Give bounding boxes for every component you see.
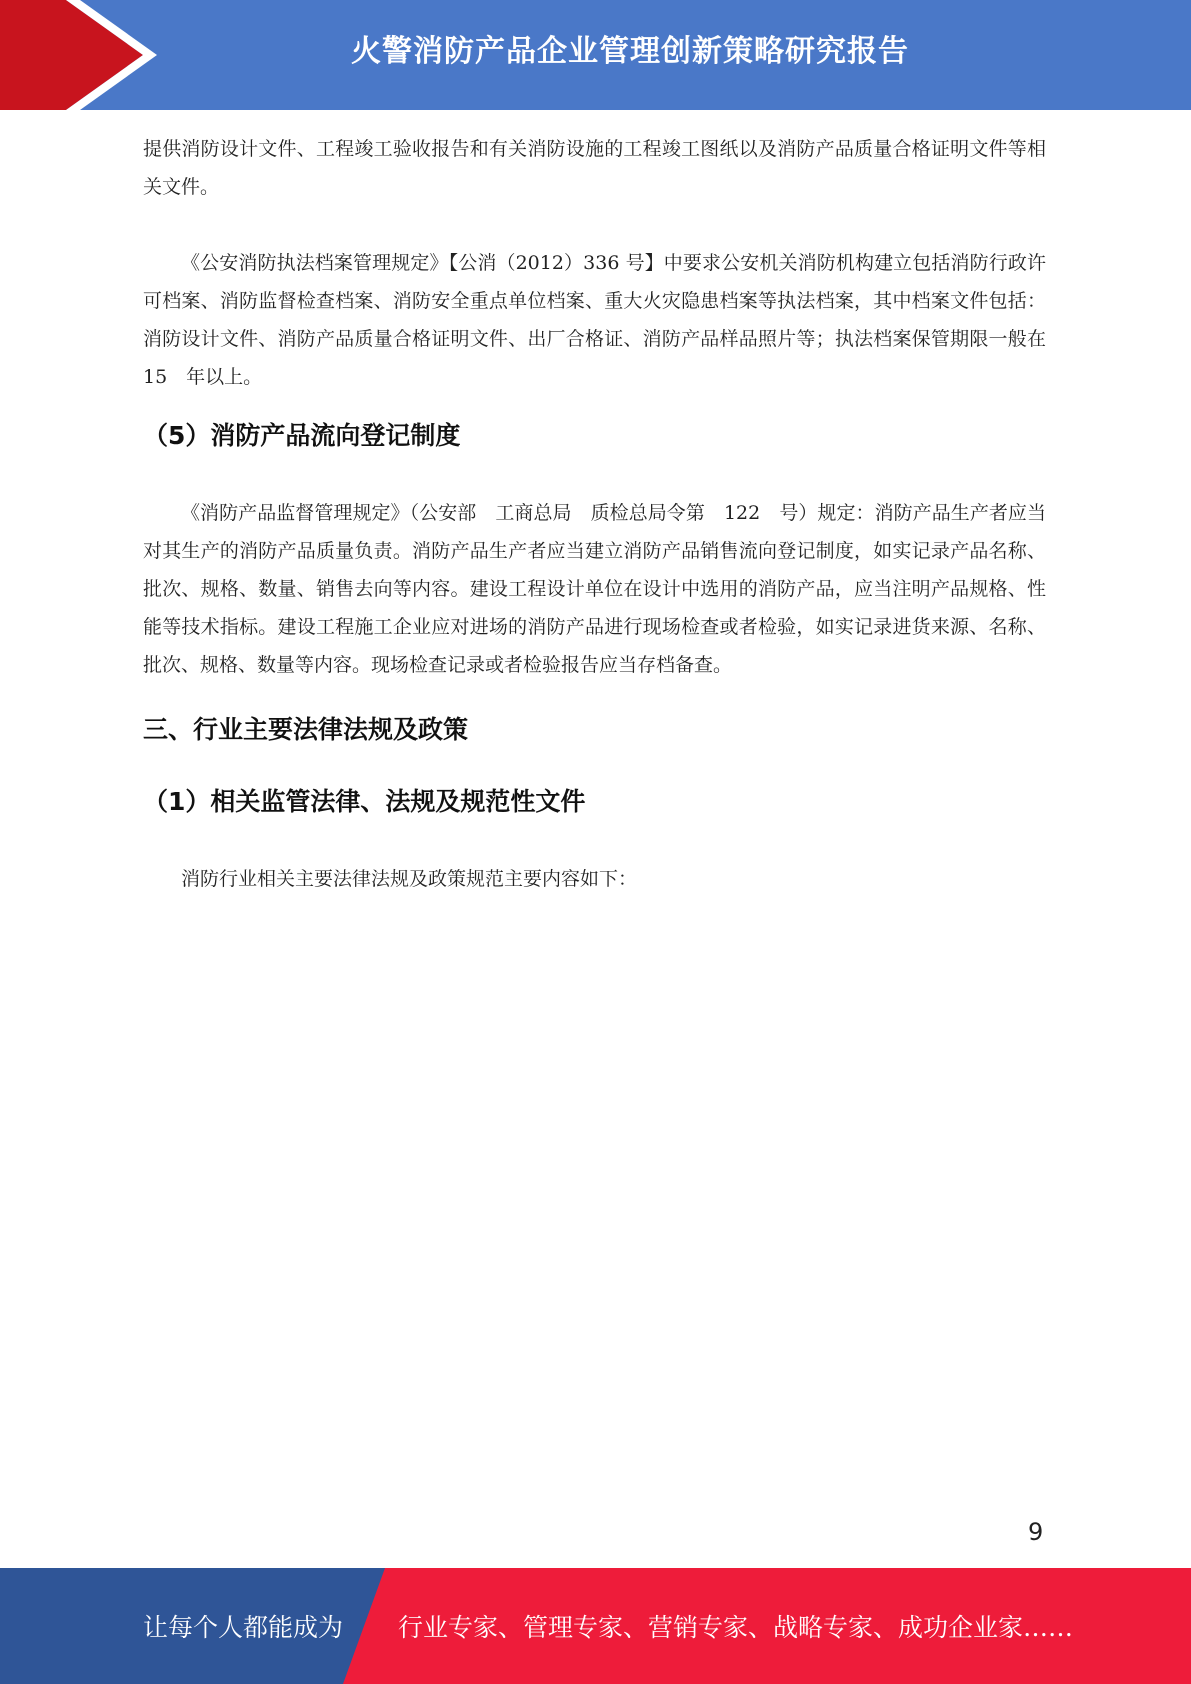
page-footer [0, 1568, 1191, 1684]
page-number: 9 [1028, 1518, 1044, 1546]
paragraph-fire-design-docs: 提供消防设计文件、工程竣工验收报告和有关消防设施的工程竣工图纸以及消防产品质量合格证明文件等相关文件。 [143, 138, 1046, 198]
heading-section-laws-policies: 三、行业主要法律法规及政策 [143, 715, 469, 744]
report-title: 火警消防产品企业管理创新策略研究报告 [351, 34, 909, 69]
footer-slogan-left: 让每个人都能成为 [143, 1613, 344, 1642]
paragraph-enforcement-archives: 《公安消防执法档案管理规定》【公消（2012）336 号】中要求公安机关消防机构建立包括消防行政许可档案、消防监督检查档案、消防安全重点单位档案、重大火灾隐患档案等执法档案，其中档案文件包括：消防设计文件、消防产品质量合格证明文件、出厂合格证、消防产品样品照片等；执法档案保管期限一般在 15 年以上。 [143, 252, 1066, 388]
footer-slogan-right: 行业专家、管理专家、营销专家、战略专家、成功企业家…… [398, 1613, 1074, 1642]
page-header [0, 0, 1191, 110]
page-content [143, 130, 1066, 898]
heading-regulatory-laws: （1）相关监管法律、法规及规范性文件 [143, 787, 586, 816]
paragraph-product-supervision-rules: 《消防产品监督管理规定》（公安部 工商总局 质检总局令第 122 号）规定：消防产品生产者应当对其生产的消防产品质量负责。消防产品生产者应当建立消防产品销售流向登记制度，如实记录产品名称、批次、规格、数量、销售去向等内容。建设工程设计单位在设计中选用的消防产品，应当注明产品规格、性能等技术指标。建设工程施工企业应对进场的消防产品进行现场检查或者检验，如实记录进货来源、名称、批次、规格、数量等内容。现场检查记录或者检验报告应当存档备查。 [143, 502, 1046, 676]
paragraph-laws-intro: 消防行业相关主要法律法规及政策规范主要内容如下： [181, 868, 638, 890]
heading-product-flow-registration: （5）消防产品流向登记制度 [143, 421, 461, 450]
